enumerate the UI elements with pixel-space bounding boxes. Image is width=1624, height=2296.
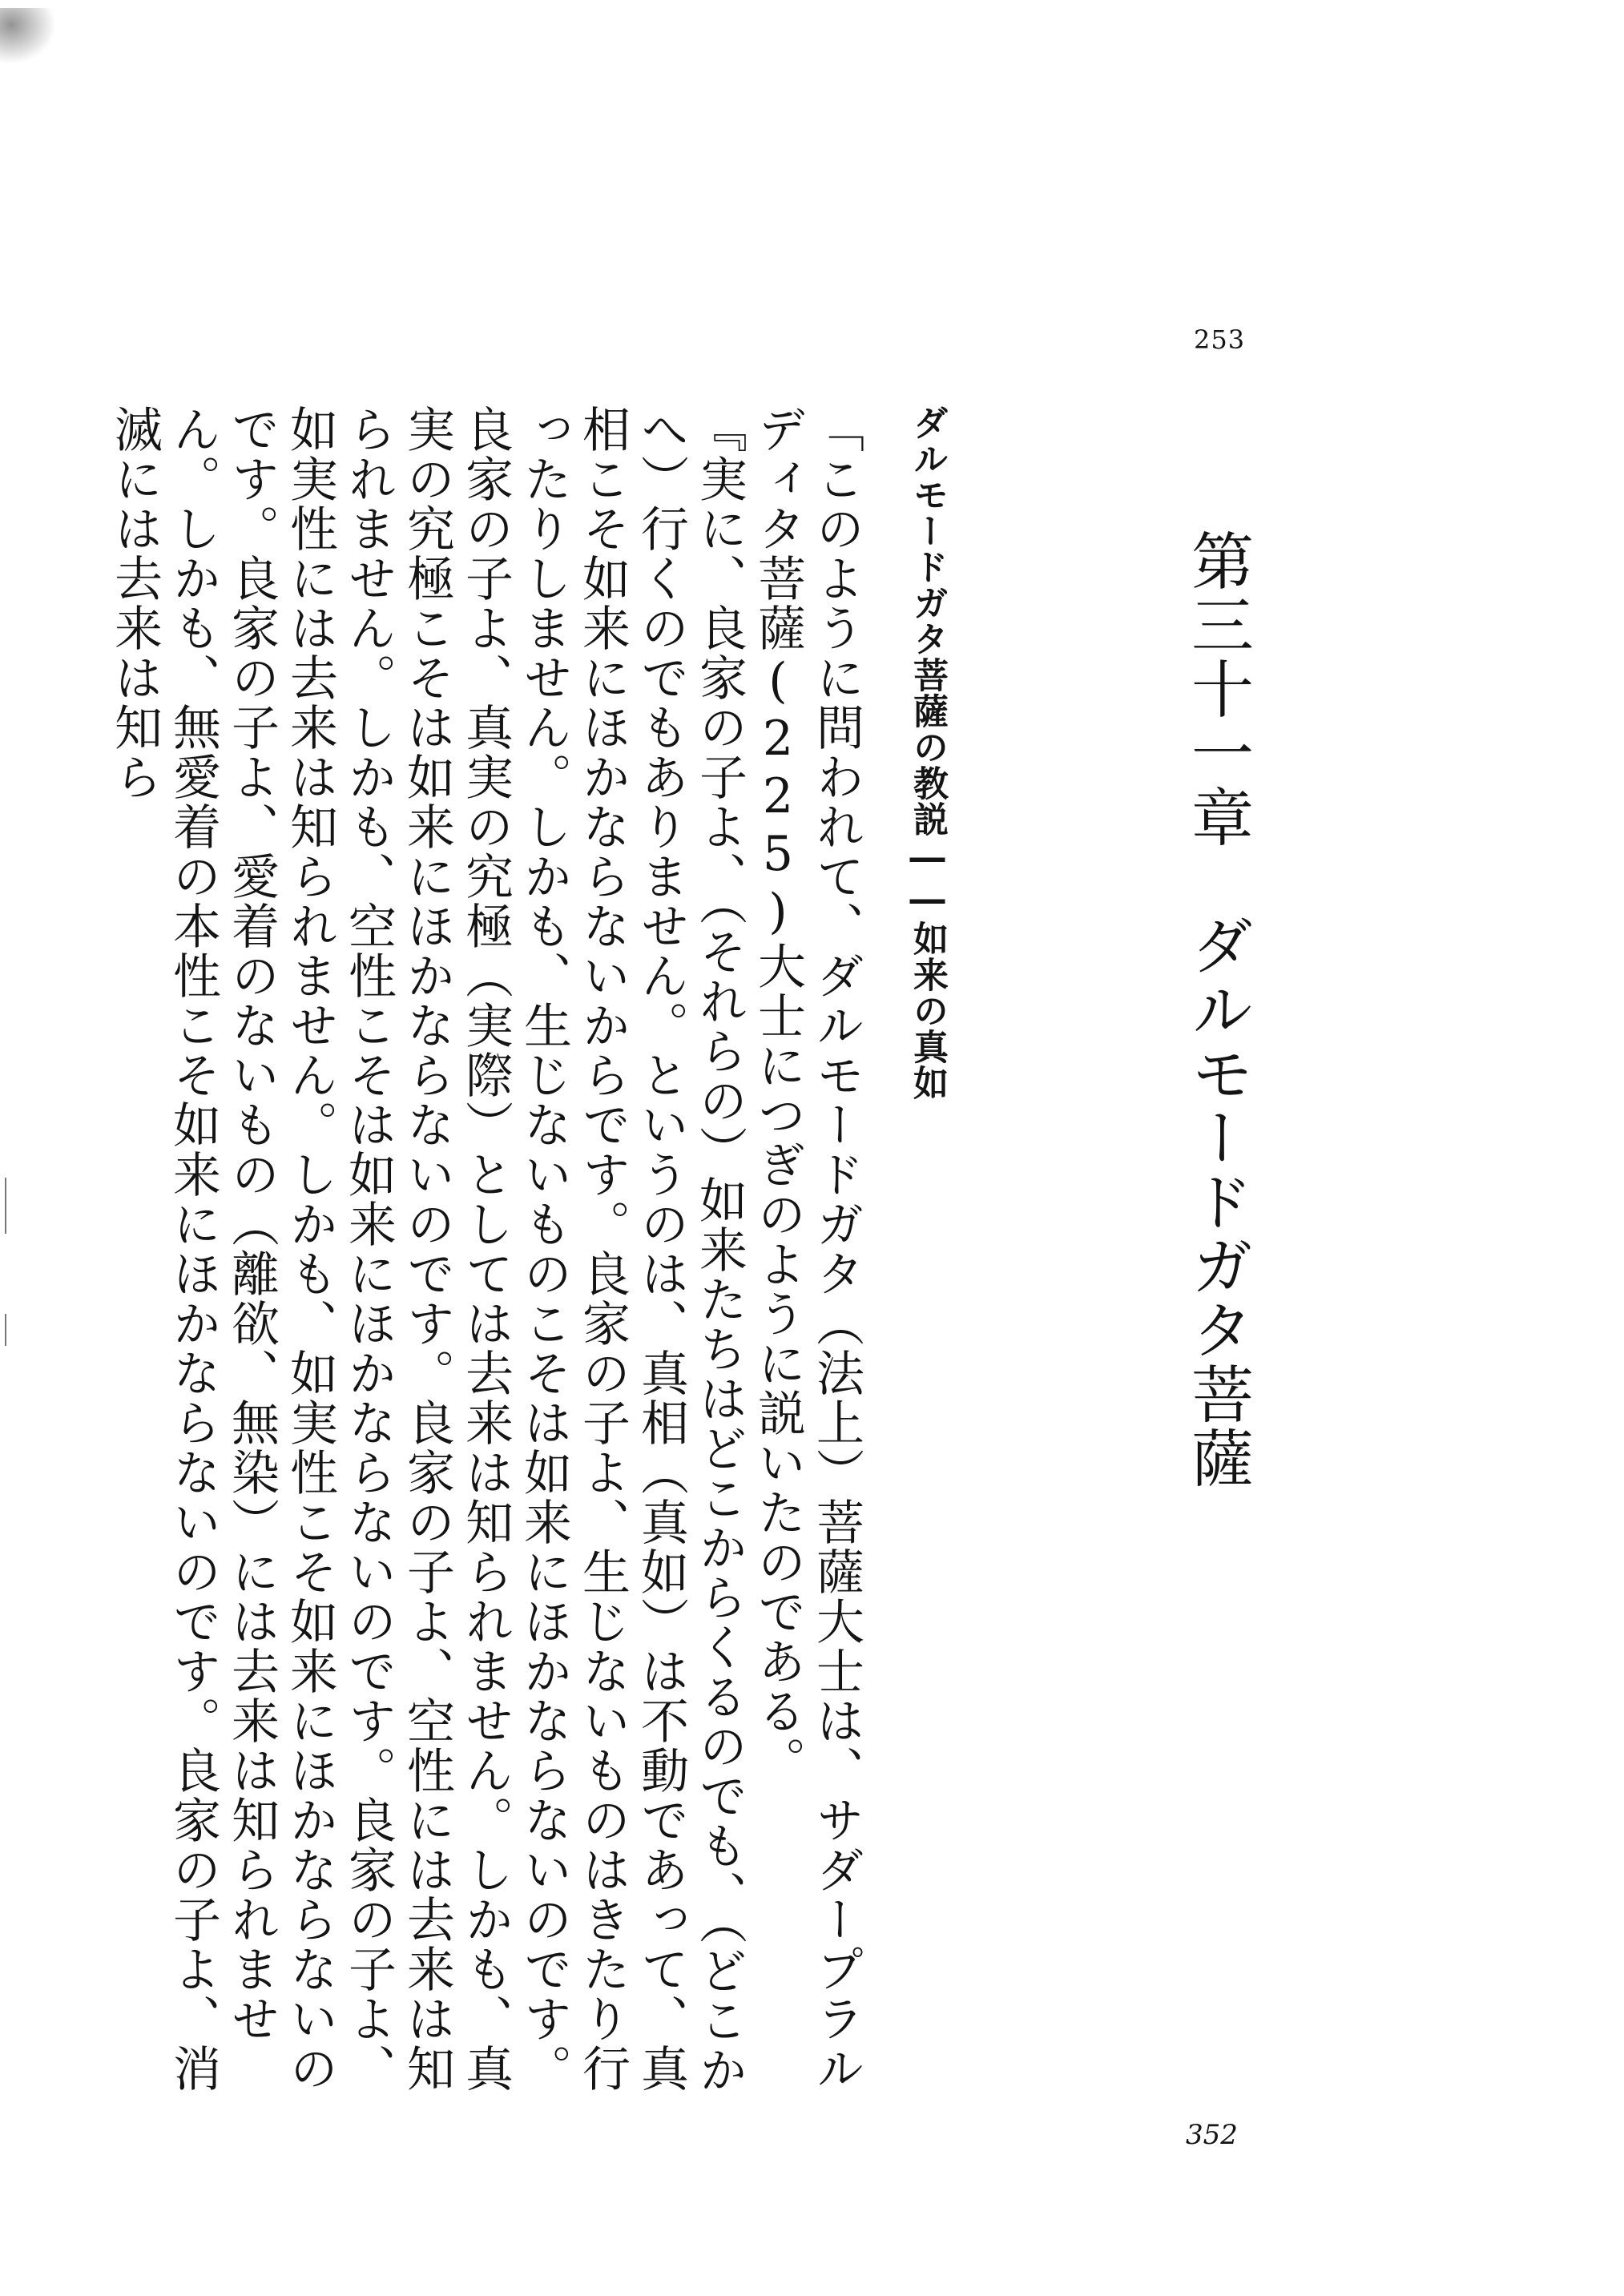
- scan-edge-mark: [5, 1314, 6, 1346]
- page-number: 352: [1186, 2119, 1238, 2151]
- running-page-number: 253: [1194, 324, 1246, 355]
- body-paragraph: 「このように問われて、ダルモードガタ（法上）菩薩大士は、サダープラルディタ菩薩(225)大士につぎのように説いたのである。: [750, 405, 864, 2093]
- section-heading: ダルモードガタ菩薩の教説――如来の真如: [907, 405, 948, 1101]
- body-paragraph: 『実に、良家の子よ、（それらの）如来たちはどこからくるのでも、（どこかへ）行くのでもありません。というのは、真相（真如）は不動であって、真相こそ如来にほかならないからです。良家の子よ、生じないものはきたり行ったりしません。しかも、生じないものこそは如来にほかならないのです。良家の子よ、真実の究極（実際）としては去来は知られません。しかも、真実の究極こそは如来にほかならないのです。良家の子よ、空性には去来は知られません。しかも、空性こそは如来にほかならないのです。良家の子よ、如実性には去来は知られません。しかも、如実性こそ如来にほかならないのです。良家の子よ、愛着のないもの（離欲、無染）には去来は知られません。しかも、無愛着の本性こそ如来にほかならないのです。良家の子よ、消滅には去来は知ら: [107, 405, 748, 2095]
- scan-artifact: [0, 8, 56, 64]
- body-text: [107, 405, 865, 2111]
- chapter-title: 第三十一章 ダルモードガタ菩薩: [1181, 529, 1253, 1490]
- scan-edge-mark: [5, 1178, 6, 1234]
